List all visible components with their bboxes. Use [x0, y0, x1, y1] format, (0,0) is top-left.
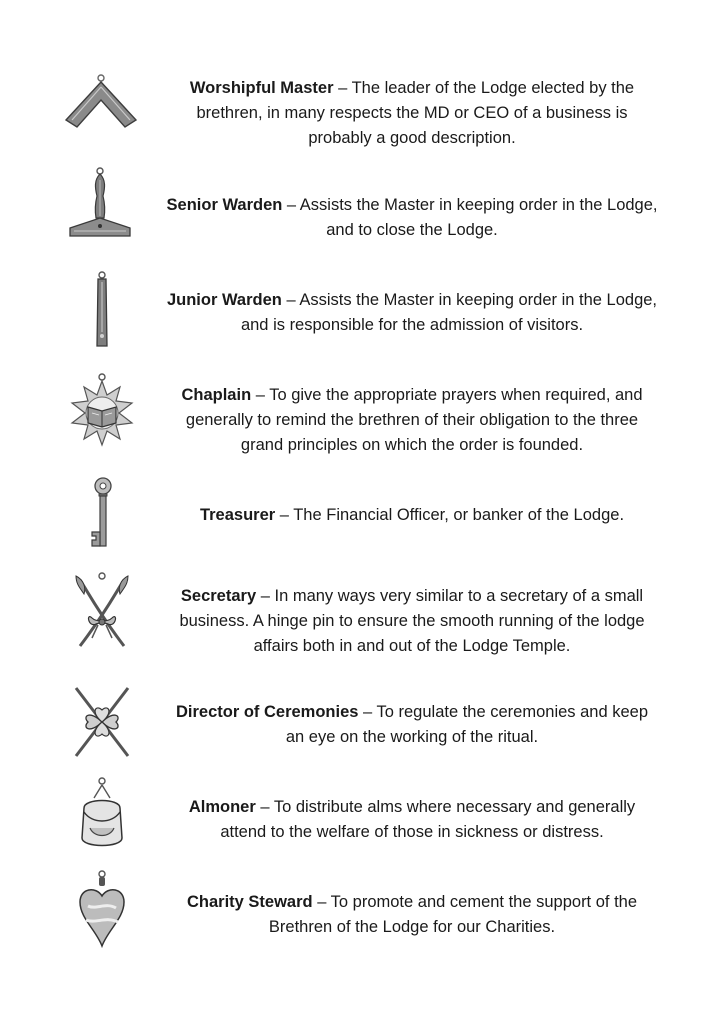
officer-description: Junior Warden – Assists the Master in keeping order in the Lodge, and is responsible for the admission of visitors. — [166, 291, 658, 334]
officer-description: Treasurer – The Financial Officer, or banker of the Lodge. — [199, 506, 625, 524]
officer-description: Almoner – To distribute alms where necessary and generally attend to the welfare of those in sickness or distress. — [188, 798, 636, 841]
plumb-rule-jewel-icon — [62, 270, 142, 350]
officer-title: Chaplain — [181, 386, 252, 404]
officer-description: Secretary – In many ways very similar to a secretary of a small business. A hinge pin to ensure the smooth running of the lodge affairs both in and out of the Lodge Temple. — [179, 587, 645, 655]
heart-jewel-icon — [62, 870, 142, 950]
level-jewel-icon — [62, 166, 142, 246]
key-jewel-icon — [62, 476, 142, 556]
officer-title: Junior Warden — [166, 291, 282, 309]
square-jewel-icon — [62, 64, 142, 144]
sacred-volume-star-jewel-icon — [62, 373, 142, 453]
officer-title: Treasurer — [199, 506, 276, 524]
officer-title: Charity Steward — [186, 893, 313, 911]
officer-description: Senior Warden – Assists the Master in keeping order in the Lodge, and to close the Lodge. — [166, 196, 658, 239]
officer-description: Worshipful Master – The leader of the Lodge elected by the brethren, in many respects the MD or CEO of a business is probably a good description. — [189, 79, 635, 147]
officer-title: Secretary — [180, 587, 257, 605]
officer-title: Almoner — [188, 798, 256, 816]
officer-title: Director of Ceremonies — [175, 703, 359, 721]
officer-description: Chaplain – To give the appropriate prayers when required, and generally to remind the brethren of their obligation to the three grand principles on which the order is founded. — [181, 386, 643, 454]
crossed-wands-jewel-icon — [62, 682, 142, 762]
crossed-pens-jewel-icon — [62, 572, 142, 652]
officer-description: Charity Steward – To promote and cement the support of the Brethren of the Lodge for our Charities. — [186, 893, 638, 936]
scrip-purse-jewel-icon — [62, 776, 142, 856]
officer-title: Worshipful Master — [189, 79, 334, 97]
officer-description: Director of Ceremonies – To regulate the ceremonies and keep an eye on the working of the ritual. — [175, 703, 649, 746]
officer-title: Senior Warden — [166, 196, 283, 214]
